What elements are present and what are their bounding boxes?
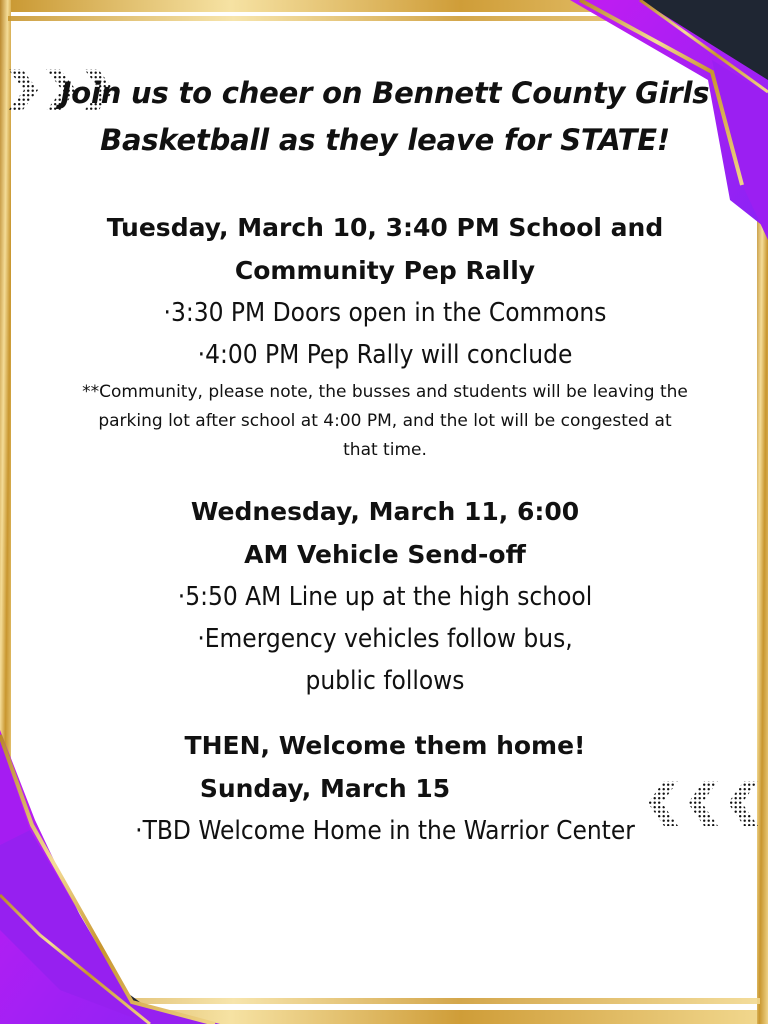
event-date: Sunday, March 15: [199, 774, 451, 803]
event-item: ·3:30 PM Doors open in the Commons: [163, 298, 607, 328]
event-item: ·5:50 AM Line up at the high school: [177, 582, 593, 612]
headline: Join us to cheer on Bennett County Girls Basketball as they leave for STATE!: [60, 76, 710, 157]
flyer-content: [60, 70, 710, 852]
event-pep-rally: [60, 206, 710, 465]
event-title: Tuesday, March 10, 3:40 PM School and Community Pep Rally: [106, 213, 664, 285]
event-item: ·TBD Welcome Home in the Warrior Center: [135, 816, 635, 846]
event-welcome-home: [60, 724, 710, 852]
event-item: ·4:00 PM Pep Rally will conclude: [197, 340, 573, 370]
event-title: Wednesday, March 11, 6:00 AM Vehicle Send-off: [190, 497, 580, 569]
event-title-line: THEN, Welcome them home!: [184, 731, 586, 760]
community-note: **Community, please note, the busses and students will be leaving the parking lot after school at 4:00 PM, and the lot will be congested at that time.: [82, 382, 688, 460]
event-item: ·Emergency vehicles follow bus, public follows: [197, 624, 573, 696]
event-send-off: [60, 490, 710, 702]
purple-panel-bottom-left-2: [0, 740, 30, 845]
